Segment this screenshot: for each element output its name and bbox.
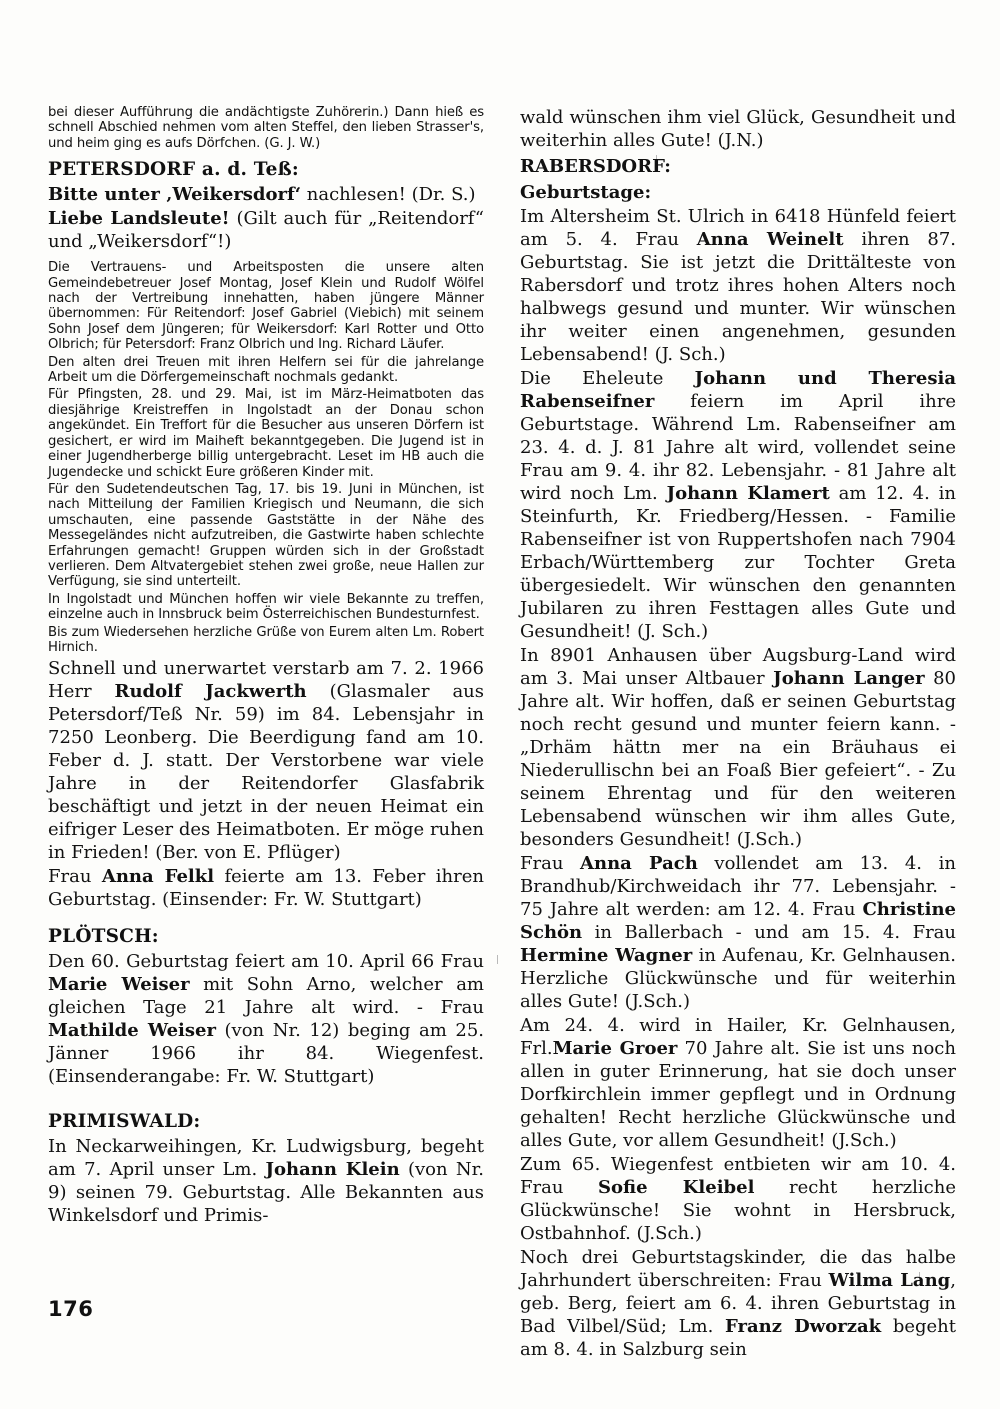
right-column — [520, 105, 956, 1362]
langer-name: Johann Langer — [773, 668, 925, 689]
birthday-langer — [520, 644, 956, 851]
weinelt-part-a: Im Altersheim St. Ulrich in 6418 Hünfeld feiert am 5. 4. Frau — [520, 206, 956, 250]
pach-part-g: in Aufenau, Kr. Gelnhausen. Herzliche Glückwünsche und für weiterhin alles Gute! (J.Sch.) — [520, 945, 956, 1012]
petersdorf-note-2 — [48, 207, 484, 253]
groer-part-a: Am 24. 4. wird in Hailer, Kr. Gelnhausen, Frl. — [520, 1015, 956, 1059]
petersdorf-note-1-rest: nachlesen! (Dr. S.) — [301, 184, 476, 206]
paragraph-small-1: Die Vertrauens- und Arbeitsposten die unsere alten Gemeindebetreuer Josef Montag, Josef Klein und Rudolf Wölfel nach der Vertreibung innehatten, haben jüngere Männer übernommen: Für Reitendorf: Josef Gabriel (Viebich) mit seinem Sohn Josef dem Jüngeren; für Weikersdorf: Karl Rotter und Otto Olbrich; für Petersdorf: Franz Olbrich und Ing. Richard Läufer. — [48, 260, 484, 353]
rabenseifner-names: Johann und Theresia Rabenseifner — [520, 368, 956, 412]
paragraph-small-5: In Ingolstadt und München hoffen wir viele Bekannte zu treffen, einzelne auch in Innsbruck beim Österreichischen Bundesturnfest. — [48, 591, 484, 623]
kleibel-name: Sofie Kleibel — [598, 1177, 755, 1198]
paragraph-small-6: Bis zum Wiedersehen herzliche Grüße von Eurem alten Lm. Robert Hirnich. — [48, 624, 484, 655]
two-column-body — [48, 105, 956, 1362]
ploetsch-paragraph — [48, 950, 484, 1088]
subsection-heading-geburtstage: Geburtstage: — [520, 182, 652, 203]
dworzak-name: Franz Dworzak — [725, 1316, 882, 1337]
ploetsch-name-1: Marie Weiser — [48, 974, 190, 996]
half-part-e: begeht am 8. 4. in Salzburg sein — [520, 1316, 956, 1360]
birthday-felkl — [48, 865, 484, 911]
birthday-pach — [520, 852, 956, 1013]
birthday-groer — [520, 1014, 956, 1152]
groer-name: Marie Groer — [552, 1038, 678, 1059]
rabenseifner-part-c: feiern im April ihre Geburtstage. Während Lm. Rabenseifner am 23. 4. d. J. 81 Jahre alt wird, vollendet seine Frau am 9. 4. ihr 82. Lebensjahr. - 81 Jahre alt wird noch Lm. — [520, 391, 956, 504]
pach-part-e: in Ballerbach - und am 15. 4. Frau — [582, 922, 956, 943]
paragraph-small-4: Für den Sudetendeutschen Tag, 17. bis 19. Juni in München, ist nach Mitteilung der Familien Kriegisch und Neumann, die sich umschauten, eine passende Gaststätte in der Nähe des Messegeländes nicht aufzutreiben, die Gastwirte haben schlechte Erfahrungen gemacht! Gruppen würden sich in der Großstadt verlieren. Dem Altvatergebiet stehen zwei große, neue Hallen zur Verfügung, sie sind unterteilt. — [48, 481, 484, 590]
kleibel-part-a: Zum 65. Wiegenfest entbieten wir am 10. 4. Frau — [520, 1154, 956, 1198]
birthday-felkl-pre: Frau — [48, 866, 102, 888]
petersdorf-note-2-rest: (Gilt auch für „Reitendorf“ und „Weikersdorf“!) — [48, 208, 484, 253]
birthday-felkl-name: Anna Felkl — [101, 866, 215, 888]
half-part-c: , geb. Berg, feiert am 6. 4. ihren Geburtstag in Bad Vilbel/Süd; Lm. — [520, 1270, 957, 1337]
ploetsch-part-e: (von Nr. 12) beging am 25. Jänner 1966 ihr 84. Wiegenfest. (Einsenderangabe: Fr. W. Stuttgart) — [48, 1020, 484, 1088]
paragraph-small-3: Für Pfingsten, 28. und 29. Mai, ist im März-Heimatboten das diesjährige Kreistreffen in Ingolstadt an der Donau schon angekündet. Ein Treffort für die Besucher aus unseren Dörfern ist gesichert, er wird im Maiheft bekanntgegeben. Die Jugend ist in einer Jugendherberge billig untergebracht. Leset im HB auch die Jugendecke und schickt Eure größeren Kinder mit. — [48, 387, 484, 480]
schoen-name: Christine Schön — [520, 899, 956, 943]
rabenseifner-part-e: am 12. 4. in Steinfurth, Kr. Friedberg/Hessen. - Familie Rabenseifner ist von Ruppertshofen nach 7904 Erbach/Württemberg zur Tochter Greta übergesiedelt. Wir wünschen den genannten Jubilaren zu ihren Festtagen alles Gute und Gesundheit! (J. Sch.) — [520, 483, 956, 642]
primiswald-part-a: In Neckarweihingen, Kr. Ludwigsburg, begeht am 7. April unser Lm. — [48, 1136, 484, 1181]
obituary-jackwerth-pre: Schnell und unerwartet verstarb am 7. 2. 1966 Herr — [48, 658, 484, 703]
spacer — [48, 912, 484, 918]
groer-part-c: 70 Jahre alt. Sie ist uns noch allen in guter Erinnerung, hat sie doch unser Dorfkirchlein immer gepflegt und in Ordnung gehalten! Recht herzliche Glückwünsche und alles Gute, vor allem Gesundheit! (J.Sch.) — [520, 1038, 956, 1151]
weinelt-name: Anna Weinelt — [696, 229, 844, 250]
paragraph-carryover: wald wünschen ihm viel Glück, Gesundheit und weiterhin alles Gute! (J.N.) — [520, 107, 956, 151]
klamert-name: Johann Klamert — [666, 483, 830, 504]
obituary-jackwerth-post: (Glasmaler aus Petersdorf/Teß Nr. 59) im 84. Lebensjahr in 7250 Leonberg. Die Beerdigung fand am 10. Feber d. J. statt. Der Verstorbene war viele Jahre in der Reitendorfer Glasfabrik beschäftigt und jetzt in der neuen Heimat ein eifriger Leser des Heimatboten. Er möge ruhen in Frieden! (Ber. von E. Pflüger) — [48, 681, 484, 864]
obituary-jackwerth — [48, 657, 484, 864]
birthday-kleibel — [520, 1153, 956, 1245]
birthday-weinelt — [520, 205, 956, 366]
birthday-half-century — [520, 1246, 956, 1361]
section-heading-rabersdorf: RABERSDORF: — [520, 156, 671, 177]
petersdorf-note-2-bold: Liebe Landsleute! — [48, 208, 230, 230]
birthday-felkl-post: feierte am 13. Feber ihren Geburtstag. (Einsender: Fr. W. Stuttgart) — [48, 866, 485, 911]
pach-name: Anna Pach — [580, 853, 698, 874]
paragraph-intro: bei dieser Aufführung die andächtigste Zuhörerin.) Dann hieß es schnell Abschied nehmen vom alten Steffel, den lieben Strasser's, und heim ging es aufs Dörfchen. (G. J. W.) — [48, 105, 484, 151]
primiswald-part-c: (von Nr. 9) seinen 79. Geburtstag. Alle Bekannten aus Winkelsdorf und Primis- — [48, 1159, 484, 1227]
ploetsch-name-2: Mathilde Weiser — [48, 1020, 216, 1042]
weinelt-part-c: ihren 87. Geburtstag. Sie ist jetzt die Drittälteste von Rabersdorf und trotz ihres hohen Alters noch halbwegs gesund und munter. Wir wünschen ihr weiter einen angenehmen, gesunden Lebensabend! (J. Sch.) — [520, 229, 956, 365]
half-part-a: Noch drei Geburtstagskinder, die das halbe Jahrhundert überschreiten: Frau — [520, 1247, 956, 1291]
pach-part-a: Frau — [520, 853, 581, 874]
primiswald-paragraph — [48, 1135, 484, 1227]
section-heading-ploetsch: PLÖTSCH: — [48, 926, 159, 948]
page-number: 176 — [48, 1297, 94, 1321]
paragraph-small-2: Den alten drei Treuen mit ihren Helfern sei für die jahrelange Arbeit um die Dörfergemeinschaft nochmals gedankt. — [48, 354, 484, 386]
ploetsch-part-c: mit Sohn Arno, welcher am gleichen Tage 21 Jahre alt wird. - Frau — [48, 974, 484, 1019]
rabenseifner-part-a: Die Eheleute — [520, 368, 695, 389]
wagner-name: Hermine Wagner — [520, 945, 693, 966]
pach-part-c: vollendet am 13. 4. in Brandhub/Kirchweidach ihr 77. Lebensjahr. - 75 Jahre alt werden: am 12. 4. Frau — [520, 853, 956, 920]
ploetsch-part-a: Den 60. Geburtstag feiert am 10. April 66 Frau — [48, 951, 484, 973]
langer-part-c: 80 Jahre alt. Wir hoffen, daß er seinen Geburtstag noch recht gesund und munter feiern kann. - „Drhäm hättn mer na ein Bräuhaus ei Niederullischn bei an Foaß Bier gefeiert“. - Zu seinem Ehrentag und für den weiteren Lebensabend wünschen wir ihm alles Gute, besonders Gesundheit! (J.Sch.) — [520, 668, 956, 850]
primiswald-name: Johann Klein — [265, 1159, 400, 1181]
spacer — [48, 1089, 484, 1103]
birthday-rabenseifner — [520, 367, 956, 643]
obituary-jackwerth-name: Rudolf Jackwerth — [114, 681, 307, 703]
section-heading-petersdorf: PETERSDORF a. d. Teß: — [48, 159, 299, 181]
lang-name: Wilma Lang — [828, 1270, 951, 1291]
kleibel-part-c: recht herzliche Glückwünsche! Sie wohnt in Hersbruck, Ostbahnhof. (J.Sch.) — [520, 1177, 957, 1244]
section-heading-primiswald: PRIMISWALD: — [48, 1111, 201, 1133]
petersdorf-note-1-bold: Bitte unter ‚Weikersdorf‘ — [48, 184, 302, 206]
left-column — [48, 105, 484, 1362]
petersdorf-note-1 — [48, 183, 484, 206]
langer-part-a: In 8901 Anhausen über Augsburg-Land wird am 3. Mai unser Altbauer — [520, 645, 956, 689]
